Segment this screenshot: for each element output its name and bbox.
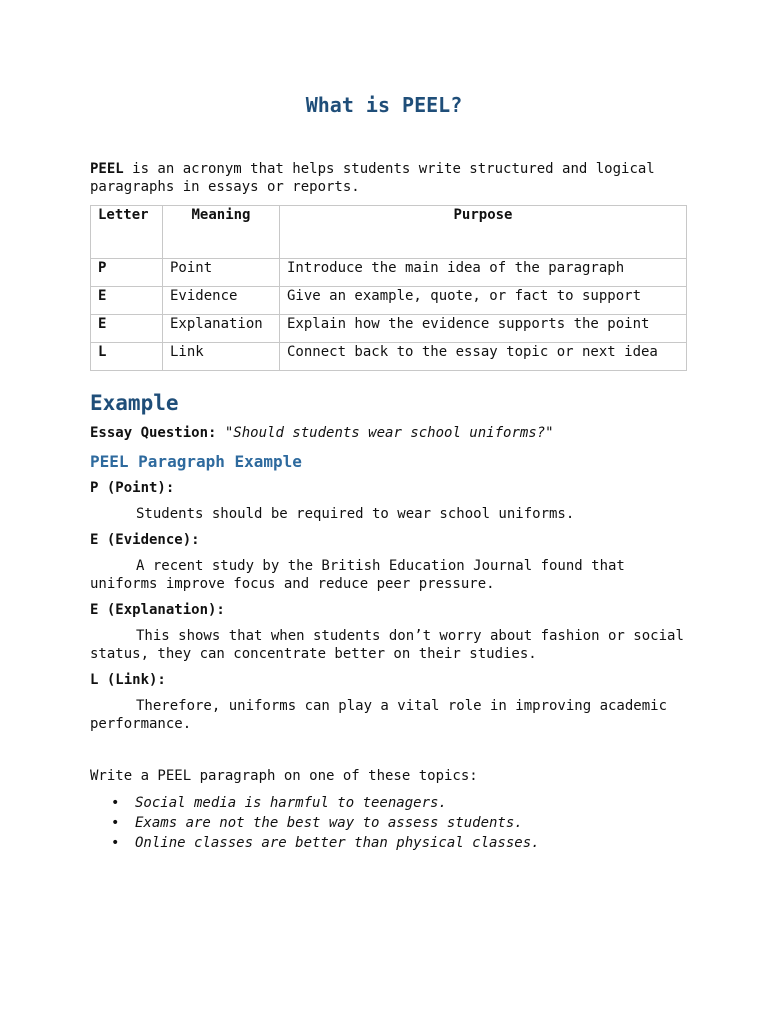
header-meaning: Meaning — [163, 206, 280, 259]
section-label-explanation: E (Explanation): — [90, 602, 225, 618]
section-label-link: L (Link): — [90, 672, 166, 688]
example-heading: Example — [90, 391, 179, 415]
section-text-explanation: This shows that when students don’t worry about fashion or social status, they can concentrate better on their studies. — [90, 628, 684, 662]
table-row — [91, 287, 687, 315]
essay-question — [90, 425, 554, 441]
row-meaning: Explanation — [163, 315, 280, 343]
row-purpose: Introduce the main idea of the paragraph — [280, 259, 687, 287]
page-title: What is PEEL? — [305, 93, 463, 117]
bullet-icon: • — [111, 815, 120, 831]
row-letter: E — [91, 287, 163, 315]
row-meaning: Point — [163, 259, 280, 287]
intro-text: is an acronym that helps students write structured and logical paragraphs in essays or reports. — [90, 161, 655, 195]
bullet-icon: • — [111, 795, 120, 811]
section-label-evidence: E (Evidence): — [90, 532, 200, 548]
topic-list — [90, 794, 540, 854]
peel-example-subheading: PEEL Paragraph Example — [90, 452, 302, 471]
row-letter: L — [91, 343, 163, 371]
peel-table — [90, 205, 687, 371]
header-letter: Letter — [91, 206, 163, 259]
list-item — [90, 814, 540, 834]
table-row — [91, 343, 687, 371]
table-row — [91, 259, 687, 287]
section-label-point: P (Point): — [90, 480, 175, 496]
table-row — [91, 315, 687, 343]
essay-question-label: Essay Question: — [90, 425, 217, 441]
section-text-point: Students should be required to wear school uniforms. — [136, 506, 575, 522]
table-header-row — [91, 206, 687, 259]
intro-paragraph — [90, 160, 690, 196]
task-prompt: Write a PEEL paragraph on one of these topics: — [90, 768, 478, 784]
essay-question-text: "Should students wear school uniforms?" — [224, 425, 554, 441]
row-letter: P — [91, 259, 163, 287]
header-purpose: Purpose — [280, 206, 687, 259]
row-purpose: Connect back to the essay topic or next idea — [280, 343, 687, 371]
topic-text: Social media is harmful to teenagers. — [135, 795, 447, 811]
intro-acronym: PEEL — [90, 161, 124, 177]
list-item — [90, 794, 540, 814]
topic-text: Exams are not the best way to assess students. — [135, 815, 523, 831]
section-text-evidence: A recent study by the British Education Journal found that uniforms improve focus and reduce peer pressure. — [90, 558, 625, 592]
topic-text: Online classes are better than physical classes. — [135, 835, 540, 851]
bullet-icon: • — [111, 835, 120, 851]
list-item — [90, 834, 540, 854]
row-meaning: Evidence — [163, 287, 280, 315]
section-text-link: Therefore, uniforms can play a vital role in improving academic performance. — [90, 698, 668, 732]
row-purpose: Give an example, quote, or fact to support — [280, 287, 687, 315]
row-purpose: Explain how the evidence supports the point — [280, 315, 687, 343]
row-meaning: Link — [163, 343, 280, 371]
row-letter: E — [91, 315, 163, 343]
